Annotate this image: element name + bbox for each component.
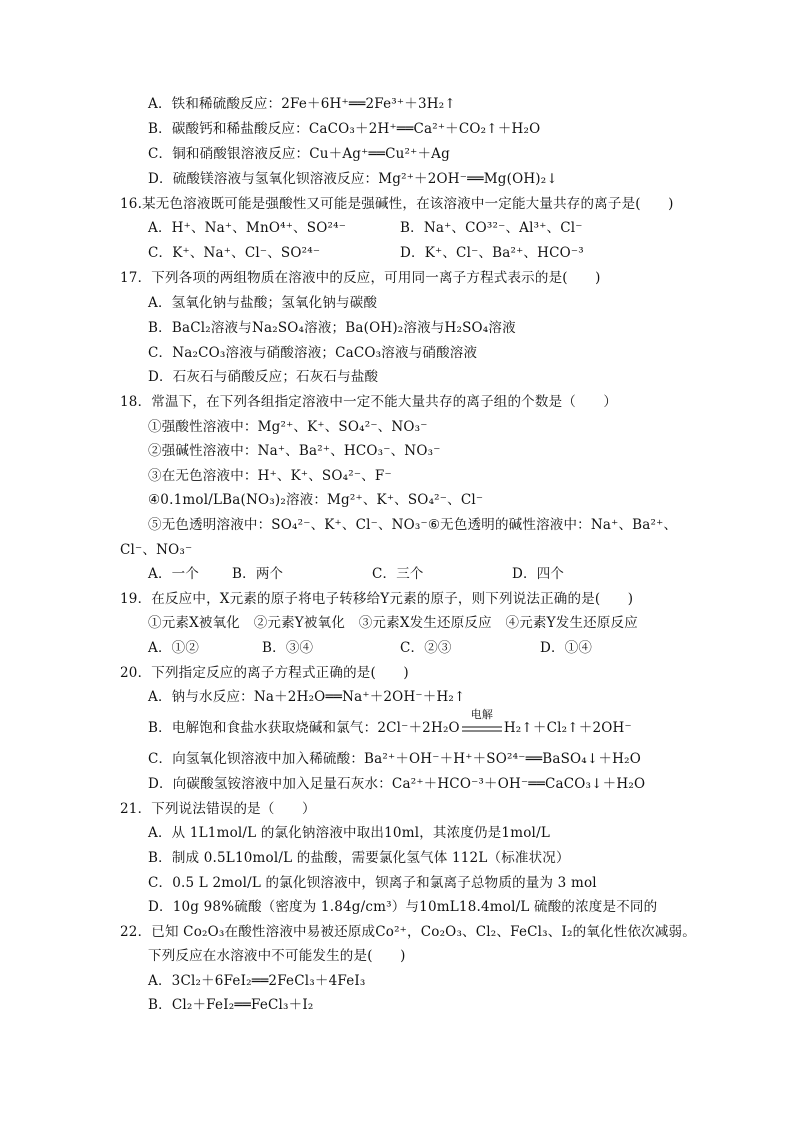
q19-stem: 19．在反应中，X元素的原子将电子转移给Y元素的原子，则下列说法正确的是( ) <box>120 591 634 607</box>
q15-option-b: B．碳酸钙和稀盐酸反应：CaCO₃＋2H⁺══Ca²⁺＋CO₂↑＋H₂O <box>148 121 541 137</box>
q20-option-b <box>148 708 632 737</box>
q19-option-a: A．①② <box>148 640 200 656</box>
electrolysis-label: 电解 <box>470 708 494 721</box>
q18-option-d: D．四个 <box>512 566 565 582</box>
q19-option-b: B．③④ <box>262 640 314 656</box>
q16-option-c: C．K⁺、Na⁺、Cl⁻、SO²⁴⁻ <box>148 245 321 261</box>
q16-stem: 16.某无色溶液既可能是强酸性又可能是强碱性，在该溶液中一定能大量共存的离子是( ) <box>120 196 674 212</box>
q21-option-a: A．从 1L1mol/L 的氯化钠溶液中取出10ml，其浓度仍是1mol/L <box>148 825 550 841</box>
q19-statements: ①元素X被氧化 ②元素Y被氧化 ③元素X发生还原反应 ④元素Y发生还原反应 <box>148 615 638 631</box>
q21-option-b: B．制成 0.5L10mol/L 的盐酸，需要氯化氢气体 112L（标准状况） <box>148 850 570 866</box>
q22-stem: 22．已知 Co₂O₃在酸性溶液中易被还原成Co²⁺，Co₂O₃、Cl₂、FeCl₃、I₂的氧化性依次减弱。 <box>120 924 696 940</box>
q17-stem: 17．下列各项的两组物质在溶液中的反应，可用同一离子方程式表示的是( ) <box>120 270 601 286</box>
q15-option-d: D．硫酸镁溶液与氢氧化钡溶液反应：Mg²⁺＋2OH⁻══Mg(OH)₂↓ <box>148 171 558 187</box>
q22-option-b: B．Cl₂＋FeI₂══FeCl₃＋I₂ <box>148 997 314 1013</box>
q21-option-d: D．10g 98%硫酸（密度为 1.84g/cm³）与10mL18.4mol/L 硫酸的浓度是不同的 <box>148 899 658 915</box>
q16-option-a: A．H⁺、Na⁺、MnO⁴⁺、SO²⁴⁻ <box>148 220 347 236</box>
q20-option-c: C．向氢氧化钡溶液中加入稀硫酸：Ba²⁺＋OH⁻＋H⁺＋SO²⁴⁻══BaSO₄↓＋H₂O <box>148 751 641 767</box>
q21-option-c: C．0.5 L 2mol/L 的氯化钡溶液中，钡离子和氯离子总物质的量为 3 mol <box>148 875 597 891</box>
q18-option-c: C．三个 <box>372 566 424 582</box>
q16-option-d: D．K⁺、Cl⁻、Ba²⁺、HCO⁻³ <box>400 245 584 261</box>
q17-option-b: B．BaCl₂溶液与Na₂SO₄溶液；Ba(OH)₂溶液与H₂SO₄溶液 <box>148 320 516 336</box>
q18-option-b: B．两个 <box>232 566 284 582</box>
q21-stem: 21．下列说法错误的是（ ） <box>120 801 316 817</box>
q18-option-a: A．一个 <box>148 566 200 582</box>
q18-item-1: ①强酸性溶液中：Mg²⁺、K⁺、SO₄²⁻、NO₃⁻ <box>148 419 428 435</box>
q20-option-a: A．钠与水反应：Na＋2H₂O══Na⁺＋2OH⁻＋H₂↑ <box>148 689 466 705</box>
double-line-arrow-icon <box>460 725 504 733</box>
q16-option-b: B．Na⁺、CO³²⁻、Al³⁺、Cl⁻ <box>400 220 583 236</box>
q18-item-4: ④0.1mol/LBa(NO₃)₂溶液：Mg²⁺、K⁺、SO₄²⁻、Cl⁻ <box>148 492 484 508</box>
electrolysis-arrow <box>460 708 504 737</box>
q18-item-5-cont: Cl⁻、NO₃⁻ <box>120 542 193 558</box>
q17-option-a: A．氢氧化钠与盐酸；氢氧化钠与碳酸 <box>148 295 378 311</box>
q18-stem: 18．常温下，在下列各组指定溶液中一定不能大量共存的离子组的个数是（ ） <box>120 394 618 410</box>
q18-item-3: ③在无色溶液中：H⁺、K⁺、SO₄²⁻、F⁻ <box>148 468 392 484</box>
q18-item-5: ⑤无色透明溶液中：SO₄²⁻、K⁺、Cl⁻、NO₃⁻⑥无色透明的碱性溶液中：Na⁺、Ba²⁺、 <box>148 517 678 533</box>
q15-option-c: C．铜和硝酸银溶液反应：Cu＋Ag⁺══Cu²⁺＋Ag <box>148 146 450 162</box>
q20-option-b-rhs: H₂↑＋Cl₂↑＋2OH⁻ <box>503 720 632 736</box>
q22-option-a: A．3Cl₂＋6FeI₂══2FeCl₃＋4FeI₃ <box>148 973 366 989</box>
q17-option-c: C．Na₂CO₃溶液与硝酸溶液；CaCO₃溶液与硝酸溶液 <box>148 345 478 361</box>
q20-option-b-lhs: B．电解饱和食盐水获取烧碱和氯气：2Cl⁻＋2H₂O <box>148 720 460 736</box>
q19-option-c: C．②③ <box>400 640 452 656</box>
q17-option-d: D．石灰石与硝酸反应；石灰石与盐酸 <box>148 369 379 385</box>
q18-item-2: ②强碱性溶液中：Na⁺、Ba²⁺、HCO₃⁻、NO₃⁻ <box>148 443 441 459</box>
q22-stem-cont: 下列反应在水溶液中不可能发生的是( ) <box>148 948 406 964</box>
q19-option-d: D．①④ <box>540 640 593 656</box>
q20-stem: 20．下列指定反应的离子方程式正确的是( ) <box>120 665 409 681</box>
q15-option-a: A．铁和稀硫酸反应：2Fe＋6H⁺══2Fe³⁺＋3H₂↑ <box>148 96 456 112</box>
q20-option-d: D．向碳酸氢铵溶液中加入足量石灰水：Ca²⁺＋HCO⁻³＋OH⁻══CaCO₃↓＋H₂O <box>148 776 646 792</box>
